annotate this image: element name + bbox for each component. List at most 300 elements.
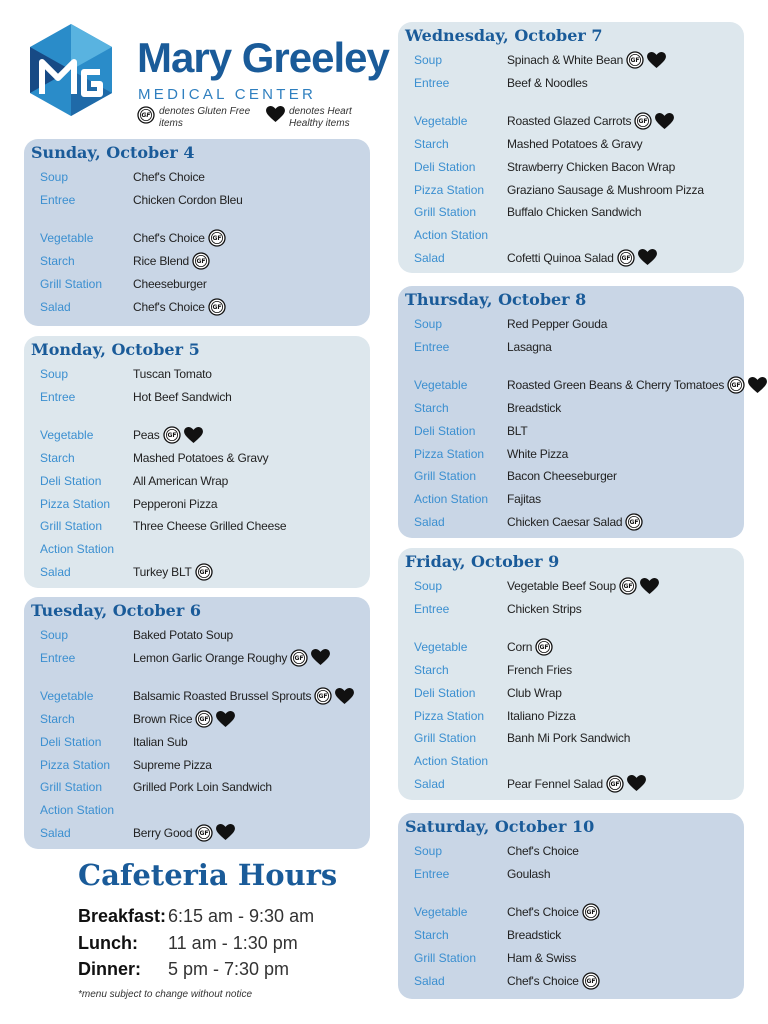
menu-item-text: Mashed Potatoes & Gravy bbox=[133, 451, 269, 466]
menu-item bbox=[507, 249, 657, 267]
menu-item bbox=[133, 277, 207, 291]
menu-item bbox=[507, 928, 561, 942]
menu-category: Soup bbox=[40, 628, 69, 642]
menu-row bbox=[398, 314, 744, 334]
menu-category: Salad bbox=[40, 299, 71, 314]
menu-item bbox=[507, 972, 600, 990]
menu-row bbox=[24, 228, 370, 248]
menu-change-note: *menu subject to change without notice bbox=[78, 989, 252, 1000]
gluten-free-icon bbox=[619, 577, 637, 595]
menu-item-text: Buffalo Chicken Sandwich bbox=[507, 205, 642, 220]
heart-icon bbox=[216, 824, 235, 841]
svg-text:GF: GF bbox=[294, 654, 304, 662]
day-panel-monday bbox=[24, 336, 370, 588]
menu-item-text: Supreme Pizza bbox=[133, 757, 212, 772]
legend-gluten-free-text: denotes Gluten Free items bbox=[159, 106, 251, 129]
menu-row bbox=[24, 167, 370, 187]
menu-category: Pizza Station bbox=[40, 496, 111, 511]
menu-item-text: Baked Potato Soup bbox=[133, 628, 234, 642]
menu-row bbox=[398, 375, 744, 395]
gluten-free-icon bbox=[582, 903, 600, 921]
menu-item-text: Lemon Garlic Orange Roughy bbox=[133, 650, 288, 665]
menu-row bbox=[398, 660, 744, 680]
menu-category: Deli Station bbox=[414, 423, 476, 438]
svg-text:GF: GF bbox=[199, 829, 209, 837]
menu-item-text: Chicken Strips bbox=[507, 601, 582, 616]
menu-item bbox=[507, 844, 579, 858]
menu-item-text: Hot Beef Sandwich bbox=[133, 389, 232, 404]
menu-item-text: Fajitas bbox=[507, 491, 541, 506]
menu-item-text: Graziano Sausage & Mushroom Pizza bbox=[507, 182, 704, 197]
hours-dinner bbox=[78, 959, 289, 980]
menu-category: Pizza Station bbox=[414, 182, 485, 197]
cafeteria-hours-title: Cafeteria Hours bbox=[78, 858, 338, 892]
day-title: Saturday, October 10 bbox=[405, 817, 595, 836]
day-title: Monday, October 5 bbox=[31, 340, 200, 359]
menu-category: Vegetable bbox=[40, 428, 94, 443]
svg-text:GF: GF bbox=[141, 112, 151, 120]
menu-row bbox=[398, 225, 744, 245]
menu-row bbox=[398, 925, 744, 945]
legend-heart-healthy bbox=[266, 106, 381, 130]
menu-category: Entree bbox=[414, 601, 450, 616]
gluten-free-icon bbox=[208, 229, 226, 247]
heart-icon bbox=[627, 775, 646, 792]
menu-category: Soup bbox=[40, 170, 69, 184]
svg-text:GF: GF bbox=[629, 518, 639, 526]
menu-item-text: Mashed Potatoes & Gravy bbox=[507, 137, 643, 152]
menu-item bbox=[133, 519, 286, 533]
menu-row bbox=[398, 971, 744, 991]
menu-item bbox=[507, 112, 674, 130]
menu-item-text: Brown Rice bbox=[133, 712, 193, 727]
heart-icon bbox=[647, 52, 666, 69]
menu-item-text: Chef's Choice bbox=[507, 905, 579, 920]
menu-item-text: Chef's Choice bbox=[507, 844, 579, 858]
menu-item bbox=[507, 775, 646, 793]
svg-text:GF: GF bbox=[318, 693, 328, 701]
menu-item bbox=[507, 731, 630, 745]
menu-item bbox=[507, 76, 588, 90]
menu-category: Starch bbox=[40, 451, 75, 466]
menu-category: Grill Station bbox=[40, 780, 103, 795]
heart-icon bbox=[640, 578, 659, 595]
svg-text:GF: GF bbox=[167, 432, 177, 440]
menu-row bbox=[398, 599, 744, 619]
menu-item bbox=[133, 451, 268, 465]
menu-item bbox=[507, 492, 541, 506]
menu-row bbox=[398, 902, 744, 922]
gluten-free-icon bbox=[290, 649, 308, 667]
menu-category: Action Station bbox=[40, 541, 115, 556]
menu-item-text: Chef's Choice bbox=[133, 231, 205, 246]
gluten-free-icon bbox=[195, 824, 213, 842]
hours-lunch bbox=[78, 933, 298, 954]
menu-item-text: Red Pepper Gouda bbox=[507, 317, 608, 331]
menu-category: Soup bbox=[414, 317, 443, 331]
menu-item bbox=[507, 376, 767, 394]
menu-row bbox=[24, 471, 370, 491]
menu-item bbox=[133, 390, 232, 404]
hours-label: Breakfast: bbox=[78, 906, 167, 926]
menu-item bbox=[507, 447, 568, 461]
menu-row bbox=[24, 516, 370, 536]
menu-item-text: French Fries bbox=[507, 663, 572, 678]
gluten-free-icon bbox=[192, 252, 210, 270]
menu-item bbox=[133, 497, 217, 511]
menu-item bbox=[507, 602, 582, 616]
menu-row bbox=[398, 576, 744, 596]
menu-category: Starch bbox=[414, 663, 449, 678]
day-panel-sunday bbox=[24, 139, 370, 326]
menu-item-text: Club Wrap bbox=[507, 685, 562, 700]
menu-item-text: Balsamic Roasted Brussel Sprouts bbox=[133, 689, 312, 704]
menu-row bbox=[398, 50, 744, 70]
menu-item-text: Goulash bbox=[507, 866, 551, 881]
svg-text:GF: GF bbox=[212, 303, 222, 311]
menu-row bbox=[398, 637, 744, 657]
menu-row bbox=[24, 190, 370, 210]
menu-row bbox=[398, 202, 744, 222]
menu-row bbox=[398, 248, 744, 268]
day-title: Tuesday, October 6 bbox=[31, 601, 201, 620]
menu-item bbox=[133, 170, 205, 184]
menu-item bbox=[507, 709, 576, 723]
menu-row bbox=[24, 562, 370, 582]
menu-category: Deli Station bbox=[40, 473, 102, 488]
menu-row bbox=[398, 683, 744, 703]
menu-category: Grill Station bbox=[40, 276, 103, 291]
menu-category: Action Station bbox=[414, 491, 489, 506]
menu-item bbox=[133, 252, 210, 270]
menu-row bbox=[24, 755, 370, 775]
menu-item bbox=[133, 824, 235, 842]
menu-category: Vegetable bbox=[414, 114, 468, 129]
menu-row bbox=[24, 709, 370, 729]
menu-category: Grill Station bbox=[414, 469, 477, 484]
menu-row bbox=[398, 864, 744, 884]
menu-item-text: All American Wrap bbox=[133, 473, 229, 488]
hours-breakfast bbox=[78, 906, 314, 927]
menu-row bbox=[24, 448, 370, 468]
menu-row bbox=[398, 466, 744, 486]
menu-item bbox=[133, 298, 226, 316]
menu-row bbox=[398, 948, 744, 968]
menu-item bbox=[133, 367, 212, 381]
day-title: Thursday, October 8 bbox=[405, 290, 587, 309]
menu-item-text: Chef's Choice bbox=[133, 299, 205, 314]
menu-item bbox=[507, 340, 552, 354]
day-title: Sunday, October 4 bbox=[31, 143, 195, 162]
menu-row bbox=[398, 73, 744, 93]
hours-label: Dinner: bbox=[78, 959, 141, 979]
menu-category: Soup bbox=[414, 579, 443, 593]
menu-item-text: Vegetable Beef Soup bbox=[507, 579, 616, 593]
legend-gluten-free bbox=[137, 106, 251, 130]
menu-item-text: Three Cheese Grilled Cheese bbox=[133, 519, 287, 534]
menu-category: Deli Station bbox=[414, 159, 476, 174]
menu-item bbox=[507, 577, 659, 595]
menu-item bbox=[133, 229, 226, 247]
gluten-free-icon bbox=[195, 710, 213, 728]
svg-text:GF: GF bbox=[586, 977, 596, 985]
menu-category: Vegetable bbox=[40, 689, 94, 704]
day-panel-tuesday bbox=[24, 597, 370, 849]
menu-category: Salad bbox=[414, 973, 445, 988]
menu-item-text: Turkey BLT bbox=[133, 564, 192, 579]
menu-item bbox=[133, 780, 272, 794]
menu-item-text: Roasted Green Beans & Cherry Tomatoes bbox=[507, 378, 725, 393]
menu-item-text: Breadstick bbox=[507, 401, 562, 416]
menu-row bbox=[398, 337, 744, 357]
gluten-free-icon bbox=[582, 972, 600, 990]
heart-icon bbox=[311, 649, 330, 666]
menu-item bbox=[507, 951, 576, 965]
menu-item bbox=[507, 867, 550, 881]
menu-row bbox=[24, 251, 370, 271]
svg-text:GF: GF bbox=[638, 118, 648, 126]
menu-item-text: Chef's Choice bbox=[133, 170, 205, 184]
menu-category: Pizza Station bbox=[414, 708, 485, 723]
menu-item-text: Chef's Choice bbox=[507, 973, 579, 988]
menu-item bbox=[133, 735, 188, 749]
gluten-free-icon bbox=[163, 426, 181, 444]
hours-value: 11 am - 1:30 pm bbox=[168, 933, 298, 953]
menu-row bbox=[398, 157, 744, 177]
menu-category: Salad bbox=[40, 564, 71, 579]
day-panel-saturday bbox=[398, 813, 744, 999]
menu-row bbox=[24, 625, 370, 645]
menu-item-text: Cofetti Quinoa Salad bbox=[507, 250, 614, 265]
heart-icon bbox=[638, 249, 657, 266]
gluten-free-icon bbox=[137, 106, 155, 124]
menu-category: Grill Station bbox=[414, 205, 477, 220]
menu-item-text: Pepperoni Pizza bbox=[133, 496, 218, 511]
menu-item-text: Tuscan Tomato bbox=[133, 367, 212, 381]
menu-item bbox=[507, 424, 528, 438]
menu-row bbox=[24, 387, 370, 407]
menu-item-text: Strawberry Chicken Bacon Wrap bbox=[507, 159, 676, 174]
menu-row bbox=[398, 489, 744, 509]
hours-label: Lunch: bbox=[78, 933, 138, 953]
menu-category: Salad bbox=[414, 776, 445, 791]
menu-item-text: Berry Good bbox=[133, 825, 193, 840]
menu-category: Grill Station bbox=[414, 950, 477, 965]
day-panel-wednesday bbox=[398, 22, 744, 273]
menu-item-text: Breadstick bbox=[507, 928, 562, 943]
menu-item bbox=[507, 51, 666, 69]
menu-category: Entree bbox=[40, 650, 76, 665]
menu-item bbox=[133, 628, 233, 642]
menu-item bbox=[133, 649, 330, 667]
menu-item-text: Corn bbox=[507, 640, 533, 655]
menu-row bbox=[398, 444, 744, 464]
menu-category: Soup bbox=[40, 367, 69, 381]
menu-item bbox=[133, 758, 212, 772]
menu-row bbox=[24, 274, 370, 294]
menu-row bbox=[398, 774, 744, 794]
menu-row bbox=[24, 686, 370, 706]
menu-item-text: BLT bbox=[507, 423, 528, 438]
menu-item bbox=[133, 426, 203, 444]
menu-item bbox=[133, 474, 228, 488]
menu-category: Entree bbox=[40, 389, 76, 404]
menu-item bbox=[133, 563, 213, 581]
menu-item bbox=[133, 710, 235, 728]
gluten-free-icon bbox=[195, 563, 213, 581]
svg-text:GF: GF bbox=[196, 258, 206, 266]
menu-category: Vegetable bbox=[414, 640, 468, 655]
menu-category: Starch bbox=[40, 254, 75, 269]
menu-item bbox=[507, 183, 704, 197]
menu-item bbox=[507, 160, 675, 174]
heart-icon bbox=[335, 688, 354, 705]
menu-category: Vegetable bbox=[414, 378, 468, 393]
menu-category: Deli Station bbox=[40, 734, 102, 749]
menu-row bbox=[24, 800, 370, 820]
menu-row bbox=[24, 648, 370, 668]
menu-row bbox=[398, 512, 744, 532]
svg-text:GF: GF bbox=[539, 644, 549, 652]
svg-text:GF: GF bbox=[630, 57, 640, 65]
svg-text:GF: GF bbox=[610, 780, 620, 788]
svg-text:GF: GF bbox=[199, 568, 209, 576]
gluten-free-icon bbox=[314, 687, 332, 705]
brand-name: Mary Greeley bbox=[137, 34, 389, 81]
svg-text:GF: GF bbox=[731, 382, 741, 390]
menu-category: Entree bbox=[414, 339, 450, 354]
menu-row bbox=[398, 421, 744, 441]
menu-row bbox=[398, 706, 744, 726]
hours-value: 6:15 am - 9:30 am bbox=[168, 906, 315, 926]
menu-category: Starch bbox=[40, 712, 75, 727]
gluten-free-icon bbox=[208, 298, 226, 316]
gluten-free-icon bbox=[625, 513, 643, 531]
menu-item bbox=[133, 193, 243, 207]
menu-category: Entree bbox=[414, 75, 450, 90]
menu-category: Soup bbox=[414, 53, 443, 67]
menu-item-text: Chicken Cordon Bleu bbox=[133, 192, 243, 207]
gluten-free-icon bbox=[727, 376, 745, 394]
day-title: Friday, October 9 bbox=[405, 552, 560, 571]
menu-item-text: Bacon Cheeseburger bbox=[507, 469, 617, 484]
svg-text:GF: GF bbox=[199, 716, 209, 724]
menu-item bbox=[507, 513, 643, 531]
menu-row bbox=[398, 728, 744, 748]
menu-item-text: Chicken Caesar Salad bbox=[507, 514, 623, 529]
menu-category: Vegetable bbox=[40, 231, 94, 246]
menu-row bbox=[398, 398, 744, 418]
menu-row bbox=[24, 364, 370, 384]
menu-category: Grill Station bbox=[414, 731, 477, 746]
day-title: Wednesday, October 7 bbox=[405, 26, 603, 45]
menu-item-text: Rice Blend bbox=[133, 254, 190, 269]
menu-row bbox=[398, 134, 744, 154]
svg-text:GF: GF bbox=[623, 583, 633, 591]
day-panel-thursday bbox=[398, 286, 744, 538]
menu-row bbox=[398, 111, 744, 131]
menu-row bbox=[24, 777, 370, 797]
menu-category: Pizza Station bbox=[40, 757, 111, 772]
menu-category: Salad bbox=[40, 825, 71, 840]
menu-category: Salad bbox=[414, 250, 445, 265]
menu-item bbox=[507, 903, 600, 921]
menu-row bbox=[24, 425, 370, 445]
menu-item-text: Roasted Glazed Carrots bbox=[507, 114, 632, 129]
menu-item-text: Pear Fennel Salad bbox=[507, 776, 603, 791]
menu-item-text: Italiano Pizza bbox=[507, 708, 576, 723]
heart-icon bbox=[266, 106, 285, 123]
menu-category: Deli Station bbox=[414, 685, 476, 700]
gluten-free-icon bbox=[626, 51, 644, 69]
menu-category: Starch bbox=[414, 928, 449, 943]
menu-item bbox=[507, 469, 617, 483]
menu-category: Entree bbox=[414, 866, 450, 881]
menu-item bbox=[507, 638, 553, 656]
menu-row bbox=[398, 841, 744, 861]
heart-icon bbox=[748, 377, 767, 394]
menu-category: Pizza Station bbox=[414, 446, 485, 461]
brand-subtitle: MEDICAL CENTER bbox=[138, 86, 317, 103]
svg-text:GF: GF bbox=[621, 254, 631, 262]
menu-category: Starch bbox=[414, 401, 449, 416]
menu-category: Soup bbox=[414, 844, 443, 858]
gluten-free-icon bbox=[617, 249, 635, 267]
menu-row bbox=[398, 751, 744, 771]
menu-item bbox=[507, 686, 562, 700]
heart-icon bbox=[216, 711, 235, 728]
heart-icon bbox=[184, 427, 203, 444]
hours-value: 5 pm - 7:30 pm bbox=[168, 959, 290, 979]
menu-category: Grill Station bbox=[40, 519, 103, 534]
menu-item-text: Lasagna bbox=[507, 339, 552, 354]
menu-row bbox=[398, 180, 744, 200]
menu-item-text: White Pizza bbox=[507, 446, 569, 461]
svg-text:GF: GF bbox=[212, 235, 222, 243]
menu-row bbox=[24, 539, 370, 559]
menu-category: Action Station bbox=[414, 753, 489, 768]
menu-item bbox=[133, 687, 354, 705]
menu-item bbox=[507, 317, 607, 331]
svg-text:GF: GF bbox=[586, 909, 596, 917]
legend-heart-healthy-text: denotes Heart Healthy items bbox=[289, 106, 352, 129]
menu-item-text: Beef & Noodles bbox=[507, 75, 588, 90]
menu-item-text: Grilled Pork Loin Sandwich bbox=[133, 780, 272, 795]
menu-item bbox=[507, 401, 561, 415]
menu-item-text: Banh Mi Pork Sandwich bbox=[507, 731, 631, 746]
menu-row bbox=[24, 732, 370, 752]
gluten-free-icon bbox=[606, 775, 624, 793]
menu-item bbox=[507, 663, 572, 677]
menu-category: Action Station bbox=[40, 802, 115, 817]
gluten-free-icon bbox=[634, 112, 652, 130]
menu-category: Salad bbox=[414, 514, 445, 529]
menu-category: Entree bbox=[40, 192, 76, 207]
menu-category: Starch bbox=[414, 137, 449, 152]
menu-item bbox=[507, 205, 641, 219]
gluten-free-icon bbox=[535, 638, 553, 656]
menu-category: Vegetable bbox=[414, 905, 468, 920]
menu-item-text: Peas bbox=[133, 428, 160, 443]
menu-category: Action Station bbox=[414, 227, 489, 242]
menu-row bbox=[24, 297, 370, 317]
heart-icon bbox=[655, 113, 674, 130]
menu-item-text: Ham & Swiss bbox=[507, 950, 577, 965]
menu-row bbox=[24, 494, 370, 514]
menu-item-text: Italian Sub bbox=[133, 734, 188, 749]
menu-item-text: Spinach & White Bean bbox=[507, 53, 624, 67]
menu-item bbox=[507, 137, 642, 151]
